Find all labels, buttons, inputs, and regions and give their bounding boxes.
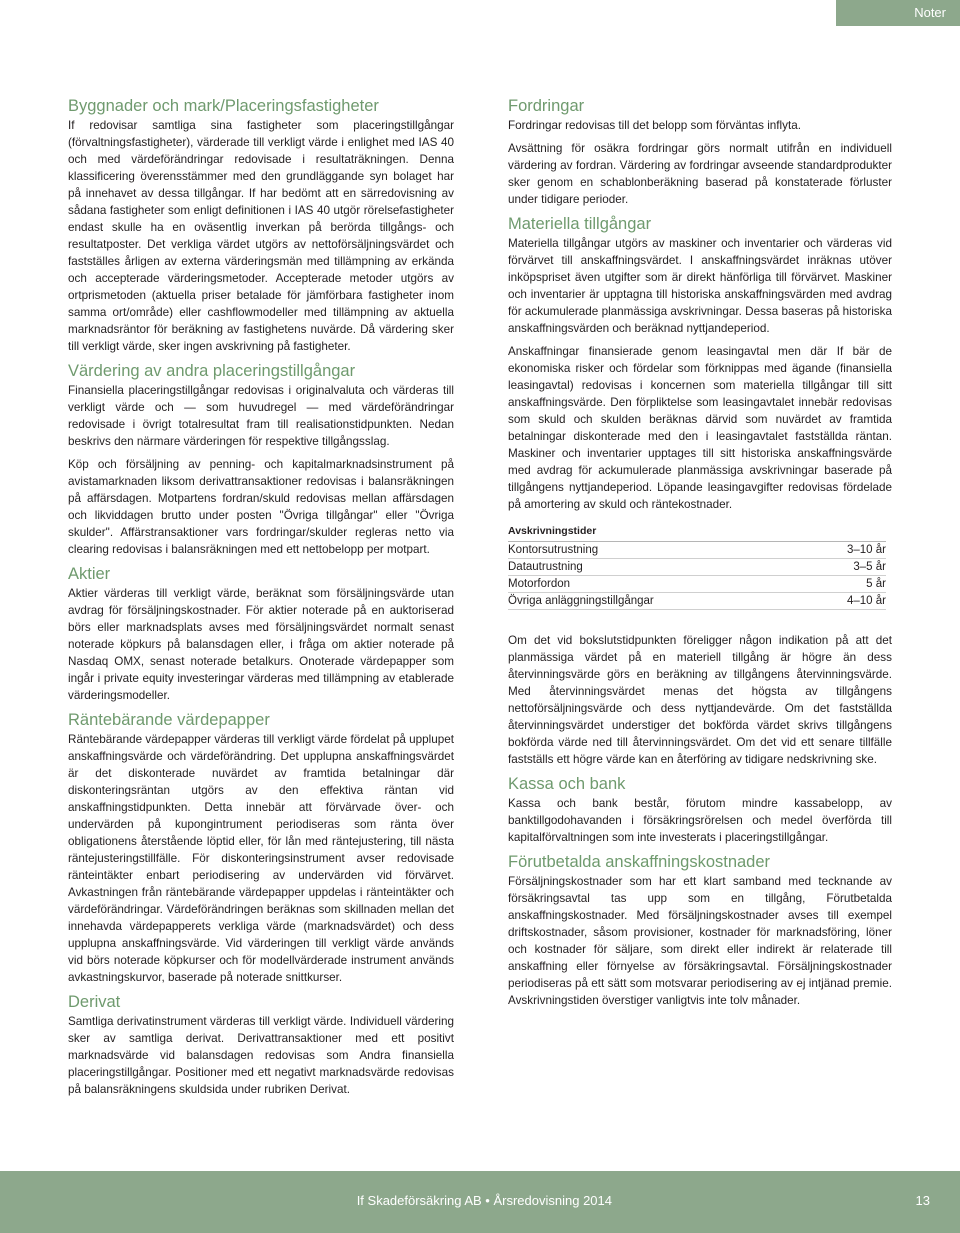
table-cell-label: Datautrustning [508,561,583,573]
page-footer [0,1171,960,1233]
table-row [508,576,886,593]
table-cell-value: 3–10 år [846,544,886,556]
paragraph: Finansiella placeringstillgångar redovisas i originalvaluta och värderas till verkligt värde och — som huvudregel — med värdeförändringar redovisade i övrigt totalresultat fram till realisationstidpunkten. Nedan beskrivs den närmare värderingen för respektive tillgångsslag. [68,384,454,448]
table-row [508,542,886,559]
heading-fordringar: Fordringar [508,97,585,115]
left-column [68,96,454,1098]
depreciation-table [508,523,886,610]
heading-aktier: Aktier [68,565,111,583]
table-row [508,559,886,576]
paragraph: Aktier värderas till verkligt värde, beräknat som försäljningsvärde utan avdrag för försäljningskostnader. För aktier noterade på en auktoriserad börs eller marknadsplats avses med försäljningsvärdet normalt senast noterade köpkurs på balansdagen eller, i fråga om aktier noterade på Nasdaq OMX, senast noterade betalkurs. Onoterade värdepapper som ingår i private equity investeringar värderas med tillämpning av etablerade värderingsmodeller. [68,587,454,702]
paragraph: Om det vid bokslutstidpunkten föreligger någon indikation på att det planmässiga värdet på en materiell tillgång är högre än dess återvinningsvärde görs en beräkning av tillgångens återvinningsvärde. Med återvinningsvärdet menas det högsta av tillgångens nettoförsäljningsvärde och dess nyttjandevärde. Om det fastställda återvinningsvärdet understiger det bokförda värdet skrivs tillgångens bokförda värde ned till återvinningsvärdet. Om det vid ett senare tillfälle fastställs ett högre värde kan en återföring av tidigare nedskrivning ske. [508,634,892,766]
paragraph: Räntebärande värdepapper värderas till verkligt värde fördelat på upplupet anskaffningsvärde och värdeförändring. Det upplupna anskaffningsvärdet är det diskonterade nuvärdet av framtida betalningar där diskonteringsräntan utgörs av den effektiva räntan vid anskaffningstidpunkten. Detta innebär att förvärvade över- och undervärden på kupongintrument periodiseras som ränta över obligationens återstående löptid eller, för lån med räntejustering, till nästa räntejusteringstillfälle. För diskonteringsinstrument avser redovisade ränteintäkter enbart periodisering av undervärden vid förvärvet. Avkastningen från räntebärande värdepapper uppdelas i ränteintäkter och värdeförändringar. Värdeförändringen beräknas som skillnaden mellan det innehavda värdepapperets verkliga värde (marknadsvärdet) och dess upplupna anskaffningsvärde. Vid värderingen till verkligt värde används vid börs noterade köpkurser och för modellvärderade instrument används avkastningskurvor, baserade på noterade snittkurser. [68,733,454,984]
section-tab: Noter [836,0,960,26]
paragraph: Fordringar redovisas till det belopp som förväntas inflyta. [508,119,801,132]
paragraph: Anskaffningar finansierade genom leasingavtal men där If bär de ekonomiska risker och fördelar som förknippas med ägande (finansiella leasingavtal) redovisas i koncernen som materiella tillgångar till sitt anskaffningsvärde. Den förpliktelse som leasingavtalet innebär redovisas som skuld och skulden beräknas därvid som nuvärdet av framtida betalningar diskonterade med den i leasingavtalet fastställda räntan. Maskiner och inventarier upptages till sitt historiska anskaffningsvärde med avdrag för ackumulerade planmässiga avskrivningar baserade på tillgångens nyttjandeperiod. Löpande leasingavgifter redovisas fördelade på amortering av skuld och räntekostnader. [508,345,892,511]
heading-derivat: Derivat [68,993,121,1011]
paragraph: If redovisar samtliga sina fastigheter som placeringstillgångar (förvaltningsfastigheter), värderade till verkligt värde i enlighet med IAS 40 och med värdeförändringar redovisade i resultaträkningen. Denna klassificering överensstämmer med den grundläggande syn bolaget har på innehavet av dessa tillgångar. If har bedömt att en särredovisning av sådana fastigheter som enligt definitionen i IAS 40 utgör rörelsefastigheter endast skulle ha en oväsentlig inverkan på berörda tillgångs- och resultatposter. Det verkliga värdet utgörs av nettoförsäljningsvärdet och fastställes årligen av externa värderingsmän med tillämpning av erkända och accepterade värderingsmetoder. Accepterade metoder utgörs av ortprismetoden (aktuella priser betalade för jämförbara fastigheter inom samma ort/område) eller cashflowmodeller med tillämpning av aktuella marknadsräntor för beräkning av fastighetens nuvärde. Då värdering sker till verkligt värde, sker ingen avskrivning på fastigheter. [68,119,454,353]
page-number: 13 [915,1193,930,1208]
heading-materiella: Materiella tillgångar [508,215,652,233]
table-cell-label: Övriga anläggningstillgångar [508,595,654,607]
paragraph: Materiella tillgångar utgörs av maskiner och inventarier och värderas vid förvärvet till anskaffningsvärdet. I anskaffningsvärdet inräknas utöver inköpspriset även utgifter som är direkt hänförliga till förvärvet. Maskiner och inventarier är upptagna till historiska anskaffningsvärden med avdrag för ackumulerade planmässiga avskrivningar. Dessa baseras på historiska anskaffningsvärden och beräknad nyttjandeperiod. [508,237,892,335]
heading-kassa: Kassa och bank [508,775,626,793]
heading-forutbetalda: Förutbetalda anskaffningskostnader [508,853,771,871]
paragraph: Avsättning för osäkra fordringar görs normalt utifrån en individuell värdering av fordran. Värdering av fordringar avseende standardprodukter sker genom en schablonberäkning baserad på konstaterade förluster under tidigare perioder. [508,142,892,206]
paragraph: Försäljningskostnader som har ett klart samband med tecknande av försäkringsavtal tas upp som en tillgång, Förutbetalda anskaffningskostnader. Med försäljningskostnader avses till exempel driftskostnader, såsom provisioner, kostnader för marknadsföring, löner och kostnader för säljare, som direkt eller indirekt är relaterade till anskaffning eller förnyelse av försäkringsavtal. Försäljningskostnader periodiseras på ett sätt som motsvarar periodisering av ej intjänad premie. Avskrivningstiden överstiger vanligtvis inte tolv månader. [508,875,892,1007]
paragraph: Kassa och bank består, förutom mindre kassabelopp, av banktillgodohavanden i försäkringsrörelsen och medel överförda till kapitalförvaltningen som inte investerats i placeringstillgångar. [508,797,892,844]
paragraph: Samtliga derivatinstrument värderas till verkligt värde. Individuell värdering sker av samtliga derivat. Derivattransaktioner med ett positivt marknadsvärde vid balansdagen redovisas som Andra finansiella placeringstillgångar. Positioner med ett negativt marknadsvärde redovisas på balansräkningens skuldsida under rubriken Derivat. [68,1015,454,1096]
table-cell-label: Kontorsutrustning [508,544,599,556]
table-header: Avskrivningstider [508,523,886,542]
table-row [508,593,886,610]
table-cell-value: 4–10 år [846,595,886,607]
table-cell-label: Motorfordon [508,578,571,590]
paragraph: Köp och försäljning av penning- och kapitalmarknadsinstrument på avistamarknaden liksom derivattransaktioner redovisas i balansräkningen på affärsdagen. Motpartens fordran/skuld redovisas mellan affärsdagen och likviddagen brutto under posten "Övriga tillgångar" eller "Övriga skulder". Affärstransaktioner vars fordringar/skulder regleras netto via clearing redovisas i balansräkningen med ett nettobelopp per motpart. [68,458,454,556]
footer-publication: If Skadeförsäkring AB • Årsredovisning 2014 [356,1193,612,1208]
table-cell-value: 5 år [866,578,886,590]
heading-byggnader: Byggnader och mark/Placeringsfastigheter [68,97,379,115]
right-column [508,96,892,1009]
table-cell-value: 3–5 år [853,561,886,573]
heading-rantebarande: Räntebärande värdepapper [68,711,270,729]
heading-vardering: Värdering av andra placeringstillgångar [68,362,356,380]
